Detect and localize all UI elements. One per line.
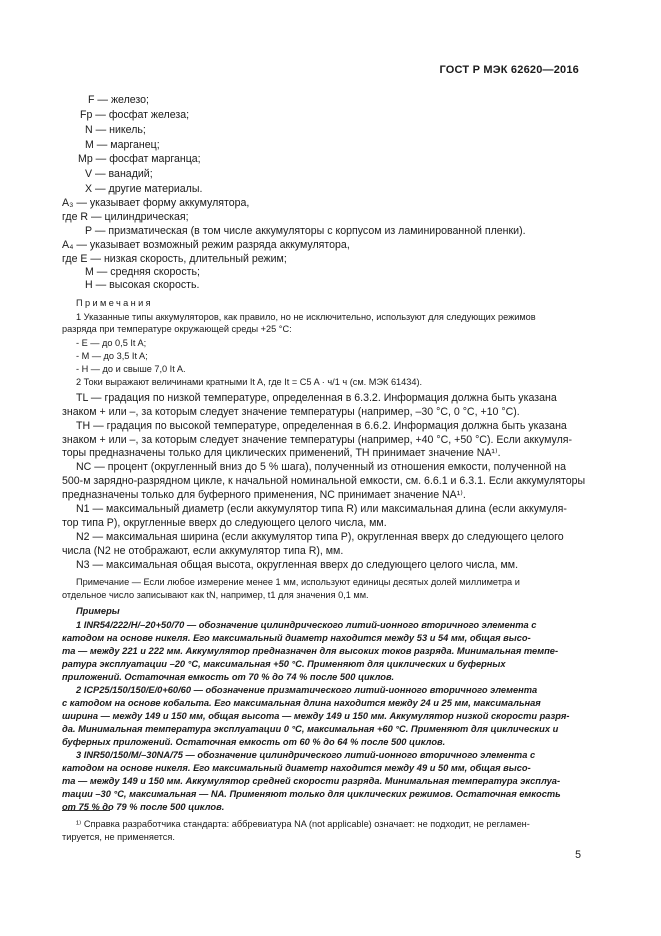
text-line: Примечания xyxy=(76,298,154,308)
text-line: ратура эксплуатации –20 °C, максимальная +50 °C. Применяют для циклических и буферных xyxy=(62,659,506,669)
text-line: 2 Токи выражают величинами кратными It A, где It = C5 A · ч/1 ч (см. МЭК 61434). xyxy=(76,377,423,387)
text-line: да. Минимальная температура эксплуатации 0 °C, максимальная +60 °C. Применяют для циклических и xyxy=(62,724,559,734)
document-header: ГОСТ Р МЭК 62620—2016 xyxy=(439,64,579,76)
text-line: буферных приложений. Остаточная емкость от 60 % до 64 % после 500 циклов. xyxy=(62,737,446,747)
text-line: тор типа P), округленные вверх до следующего целого числа, мм. xyxy=(62,517,387,529)
text-line: 3 INR50/150/M/–30NA/75 — обозначение цилиндрического литий-ионного вторичного элемента с xyxy=(76,750,536,760)
text-line: знаком + или –, за которым следует значение температуры (например, –30 °C, 0 °C, +10 °C). xyxy=(62,406,520,418)
text-line: катодом на основе никеля. Его максимальный диаметр находится между 49 и 50 мм, общая высо- xyxy=(62,763,531,773)
text-line: разряда при температуре окружающей среды +25 °C: xyxy=(62,324,292,334)
text-line: N1 — максимальный диаметр (если аккумулятор типа R) или максимальная длина (если аккумуля- xyxy=(76,503,567,515)
text-line: N — никель; xyxy=(85,124,146,136)
text-line: V — ванадий; xyxy=(85,168,153,180)
text-line: Mp — фосфат марганца; xyxy=(78,153,201,165)
text-line: 2 ICP25/150/150/E/0+60/60 — обозначение призматического литий-ионного вторичного элемента xyxy=(76,685,538,695)
text-line: F — железо; xyxy=(88,94,149,106)
text-line: тации –30 °C, максимальная — NA. Применяют только для циклических режимов. Остаточная емкость xyxy=(62,789,561,799)
text-line: знаком + или –, за которым следует значение температуры (например, +40 °C, +50 °C). Если аккумуля- xyxy=(62,434,573,446)
text-line: TL — градация по низкой температуре, определенная в 6.3.2. Информация должна быть указана xyxy=(76,392,557,404)
text-line: с катодом на основе кобальта. Его максимальная длина находится между 24 и 25 мм, максимальная xyxy=(62,698,541,708)
text-line: где R — цилиндрическая; xyxy=(62,211,189,223)
text-line: M — средняя скорость; xyxy=(85,266,200,278)
text-line: A₃ — указывает форму аккумулятора, xyxy=(62,197,250,209)
text-line: ¹⁾ Справка разработчика стандарта: аббревиатура NA (not applicable) означает: не подходит, не регламен- xyxy=(76,819,530,829)
text-line: та — между 221 и 222 мм. Аккумулятор предназначен для высоких токов разряда. Минимальная темпе- xyxy=(62,646,559,656)
text-line: тируется, не применяется. xyxy=(62,832,175,842)
text-line: N2 — максимальная ширина (если аккумулятор типа P), округленная вверх до следующего целого xyxy=(76,531,564,543)
text-line: H — высокая скорость. xyxy=(85,279,200,291)
text-line: числа (N2 не отображают, если аккумулятор типа R), мм. xyxy=(62,545,344,557)
text-line: приложений. Остаточная емкость от 70 % до 74 % после 500 циклов. xyxy=(62,672,395,682)
text-line: Примеры xyxy=(76,606,120,616)
text-line: A₄ — указывает возможный режим разряда аккумулятора, xyxy=(62,239,350,251)
text-line: - M — до 3,5 It A; xyxy=(76,351,148,361)
text-line: Примечание — Если любое измерение менее 1 мм, используют единицы десятых долей миллиметра и xyxy=(76,577,520,587)
text-line: 500-м зарядно-разрядном цикле, к начальной номинальной емкости, см. 6.6.1 и 6.3.1. Если аккумуляторы xyxy=(62,475,586,487)
text-line: где E — низкая скорость, длительный режим; xyxy=(62,253,287,265)
text-line: M — марганец; xyxy=(85,139,160,151)
text-line: от 75 % до 79 % после 500 циклов. xyxy=(62,802,225,812)
text-line: NC — процент (округленный вниз до 5 % шага), полученный из отношения емкости, полученной на xyxy=(76,461,567,473)
text-line: P — призматическая (в том числе аккумуляторы с корпусом из ламинированной пленки). xyxy=(85,225,526,237)
text-line: та — между 149 и 150 мм. Аккумулятор средней скорости разряда. Минимальная температура эксплуа- xyxy=(62,776,561,786)
text-line: отдельное число записывают как tN, например, t1 для значения 0,1 мм. xyxy=(62,590,369,600)
text-line: N3 — максимальная общая высота, округленная вверх до следующего целого числа, мм. xyxy=(76,559,519,571)
text-line: Fp — фосфат железа; xyxy=(80,109,190,121)
text-line: X — другие материалы. xyxy=(85,183,203,195)
text-line: катодом на основе никеля. Его максимальный диаметр находится между 53 и 54 мм, общая высо- xyxy=(62,633,531,643)
page-number: 5 xyxy=(575,849,581,861)
text-line: 1 Указанные типы аккумуляторов, как правило, но не исключительно, используют для следующих режимов xyxy=(76,312,536,322)
text-line: предназначены только для буферного применения, NC принимает значение NA¹⁾. xyxy=(62,489,466,501)
text-line: TH — градация по высокой температуре, определенная в 6.6.2. Информация должна быть указана xyxy=(76,420,567,432)
text-line: 1 INR54/222/H/–20+50/70 — обозначение цилиндрического литий-ионного вторичного элемента с xyxy=(76,620,537,630)
text-line: - H — до и свыше 7,0 It A. xyxy=(76,364,186,374)
text-line: торы предназначены только для циклических применений, TH принимает значение NA¹⁾. xyxy=(62,447,501,459)
text-line: ширина — между 149 и 150 мм, общая высота — между 149 и 150 мм. Аккумулятор низкой скорости разря- xyxy=(62,711,570,721)
footnote-separator xyxy=(62,810,110,811)
text-line: - E — до 0,5 It A; xyxy=(76,338,147,348)
